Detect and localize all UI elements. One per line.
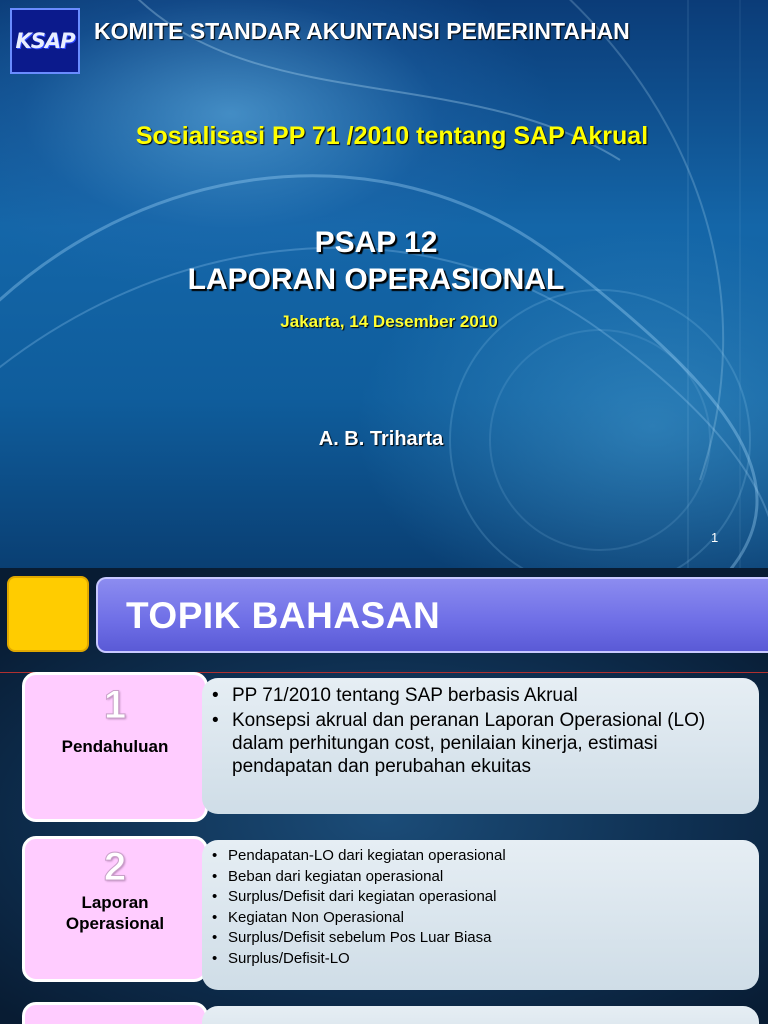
list-item: • Surplus/Defisit sebelum Pos Luar Biasa — [212, 929, 492, 946]
topic-detail-2 — [202, 840, 759, 990]
topic-number: 2 — [103, 845, 127, 889]
list-item: • Beban dari kegiatan operasional — [212, 867, 444, 885]
list-item: • Konsepsi akrual dan peranan Laporan Operasional (LO) dalam perhitungan cost, penilaian kinerja, estimasi pendapatan dan perubahan ekuitas — [212, 710, 706, 777]
title-banner — [96, 577, 768, 653]
agenda-slide — [0, 568, 768, 1024]
list-item: • Surplus/Defisit dari kegiatan operasional — [212, 888, 497, 905]
psap-heading-line1: PSAP 12 — [314, 226, 438, 259]
list-item: • PP 71/2010 tentang SAP berbasis Akrual — [212, 685, 578, 706]
ksap-logo — [10, 8, 80, 74]
topic-number: 1 — [103, 683, 127, 727]
organization-title: KOMITE STANDAR AKUNTANSI PEMERINTAHAN — [94, 18, 630, 44]
topic-point-list — [212, 846, 743, 969]
topic-card-3 — [22, 1002, 208, 1024]
slide-title: TOPIK BAHASAN — [126, 595, 441, 636]
topic-label: Pendahuluan — [61, 737, 169, 756]
slide-page-number: 1 — [711, 530, 719, 545]
list-item: • Surplus/Defisit-LO — [212, 949, 350, 967]
presentation-subtitle: Sosialisasi PP 71 /2010 tentang SAP Akrual — [135, 122, 649, 150]
topic-point-list — [212, 684, 735, 778]
topic-label-line1: Laporan — [81, 893, 149, 912]
list-item: • Pendapatan-LO dari kegiatan operasional — [212, 847, 506, 864]
psap-heading-line2: LAPORAN OPERASIONAL — [187, 263, 565, 296]
topic-detail-3 — [202, 1006, 759, 1024]
accent-square — [7, 576, 89, 652]
topic-card-1 — [22, 672, 208, 822]
topic-label-line2: Operasional — [65, 914, 165, 933]
list-item: • Kegiatan Non Operasional — [212, 908, 404, 926]
presentation-date: Jakarta, 14 Desember 2010 — [280, 312, 498, 331]
psap-heading — [0, 224, 752, 298]
topic-card-2 — [22, 836, 208, 982]
logo-text: KSAP — [15, 29, 75, 53]
topic-detail-1 — [202, 678, 759, 814]
presenter-name: A. B. Triharta — [318, 428, 444, 450]
